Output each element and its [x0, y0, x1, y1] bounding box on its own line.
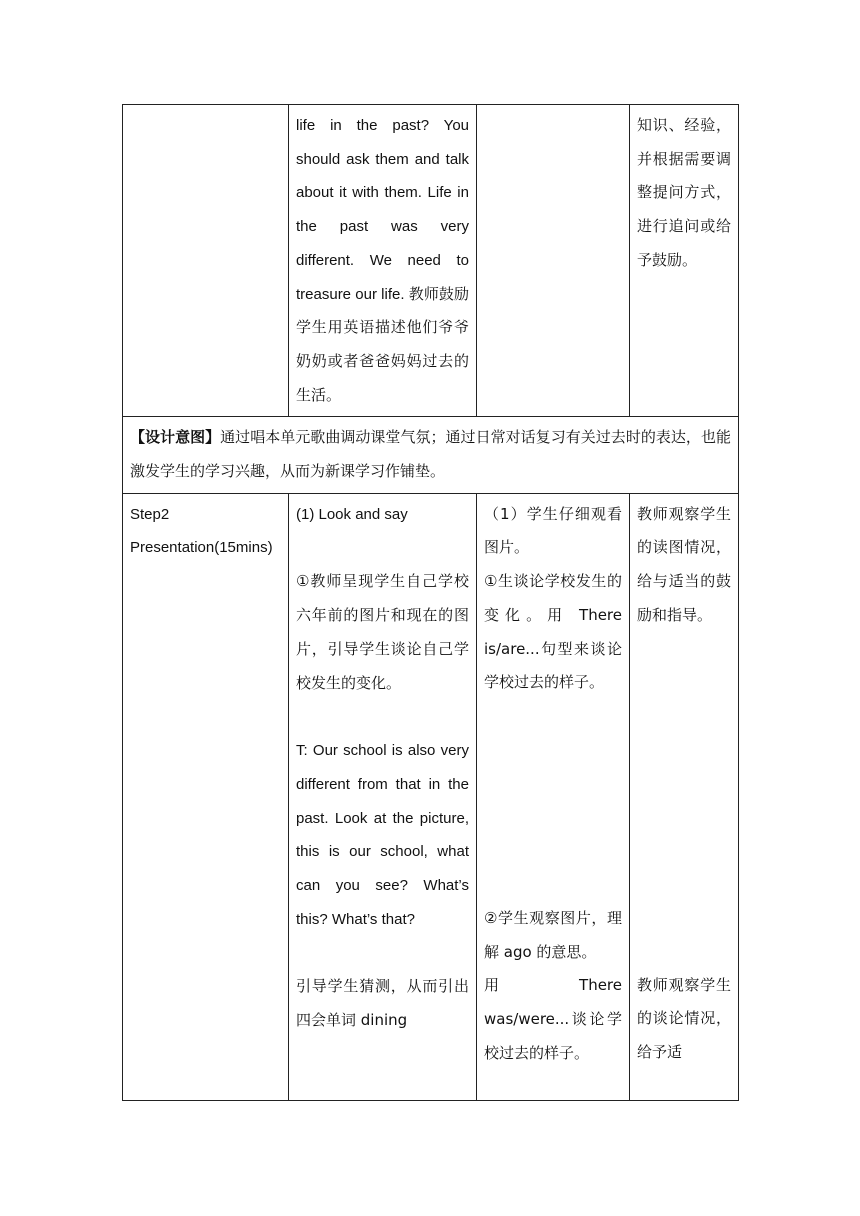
- design-intent-text: 通过唱本单元歌曲调动课堂气氛；通过日常对话复习有关过去时的表达，也能激发学生的学习兴趣，从而为新课学习作铺垫。: [130, 428, 731, 481]
- assessment-1: 教师观察学生的读图情况，给与适当的鼓励和指导。: [637, 504, 731, 624]
- step-title: Step2: [130, 505, 170, 523]
- design-intent-cell: [123, 417, 739, 493]
- assessment-cell: [630, 493, 739, 1100]
- assessment-2: 教师观察学生的谈论情况，给予适: [637, 975, 731, 1061]
- teacher-activity-cell: [289, 105, 477, 417]
- student-activity-cell: [477, 105, 630, 417]
- student-step-4: 用 There was/were...谈论学校过去的样子。: [484, 976, 622, 1062]
- table-row-step2: [123, 493, 739, 1100]
- design-intent-row: [123, 417, 739, 493]
- assessment-cell: 知识、经验，并根据需要调整提问方式，进行追问或给予鼓励。: [630, 105, 739, 417]
- teacher-step-guess: 引导学生猜测，从而引出四会单词 dining: [296, 977, 469, 1030]
- table-row-continued: [123, 105, 739, 417]
- look-and-say-heading: (1) Look and say: [296, 505, 408, 523]
- step-cell: [123, 493, 289, 1100]
- teacher-dialogue: T: Our school is also very different from that in the past. Look at the picture, this is our school, what can you see? What’s this? What’s that?: [296, 742, 469, 928]
- teacher-activity-cell: [289, 493, 477, 1100]
- step-cell: [123, 105, 289, 417]
- teacher-activity-text: life in the past? You should ask them and talk about it with them. Life in the past was very different. We need to treasure our life. 教师鼓励学生用英语描述他们爷爷奶奶或者爸爸妈妈过去的生活。: [296, 117, 469, 404]
- step-subtitle: Presentation(15mins): [130, 539, 273, 557]
- student-step-3: ②学生观察图片，理解 ago 的意思。: [484, 908, 622, 961]
- student-activity-cell: [477, 493, 630, 1100]
- lesson-plan-table: [122, 104, 739, 1101]
- student-step-1: （1）学生仔细观看图片。: [484, 504, 622, 557]
- teacher-step-1: ①教师呈现学生自己学校六年前的图片和现在的图片，引导学生谈论自己学校发生的变化。: [296, 572, 469, 692]
- student-step-2: ①生谈论学校发生的变化。用 There is/are...句型来谈论学校过去的样子。: [484, 572, 622, 692]
- design-intent-label: 【设计意图】: [130, 428, 221, 447]
